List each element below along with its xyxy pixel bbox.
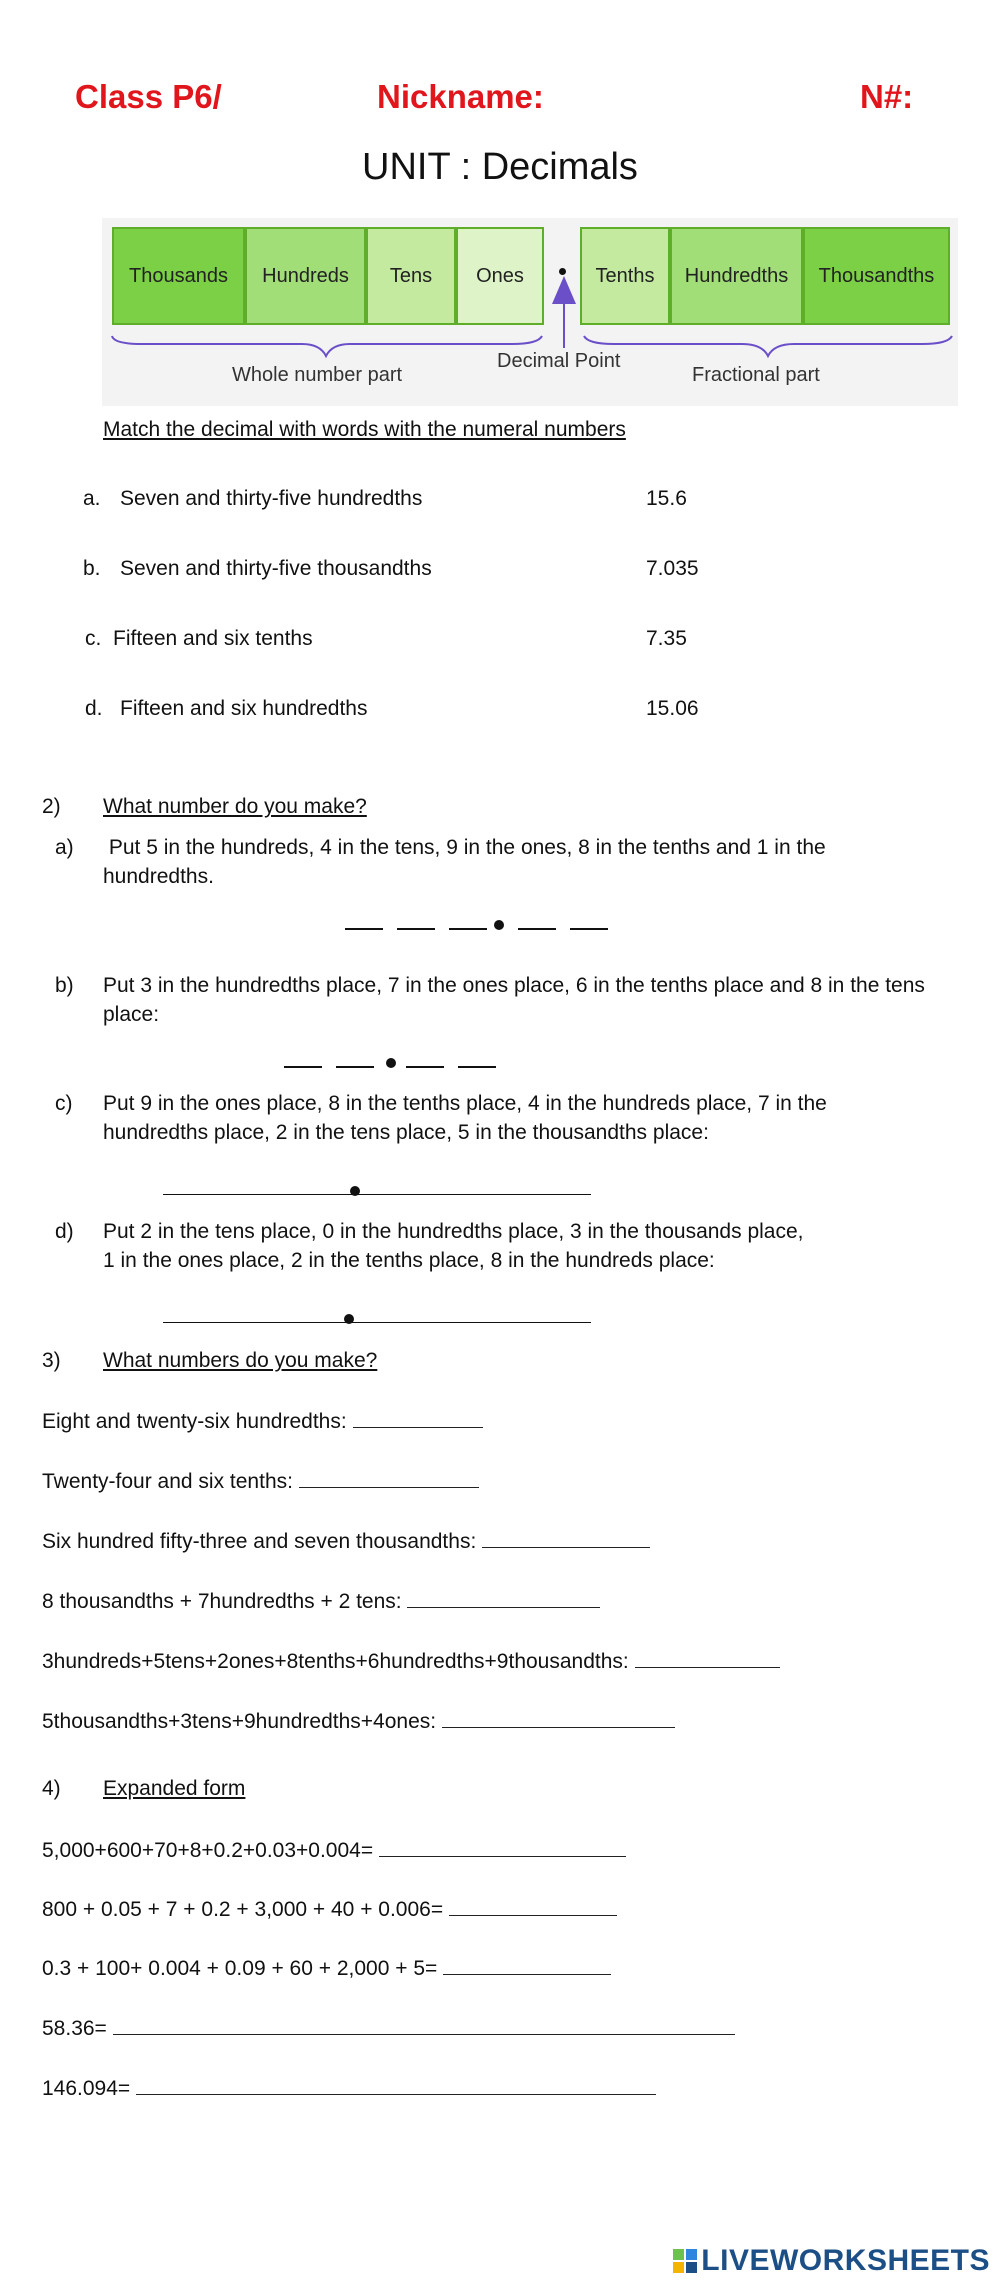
match-item-words: Seven and thirty-five hundredths (120, 487, 423, 510)
answer-blank[interactable] (353, 1405, 483, 1428)
question-row (42, 1525, 650, 1557)
section3-heading: What numbers do you make? (103, 1349, 378, 1372)
question-row (42, 1585, 600, 1617)
question-text: Eight and twenty-six hundredths: (42, 1410, 347, 1433)
question-text: 8 thousandths + 7hundredths + 2 tens: (42, 1590, 402, 1613)
q2-text-line2: 1 in the ones place, 2 in the tenths place, 8 in the hundreds place: (103, 1249, 715, 1272)
section3-number: 3) (42, 1349, 61, 1372)
question-row (42, 1893, 617, 1925)
question-row (42, 1465, 479, 1497)
answer-blank[interactable] (482, 1525, 650, 1548)
match-item-numeral[interactable]: 7.035 (646, 557, 699, 580)
q2-text-line1: Put 5 in the hundreds, 4 in the tens, 9 in the ones, 8 in the tenths and 1 in the (103, 836, 826, 859)
answer-line[interactable] (163, 1194, 591, 1195)
q2-letter: a) (55, 836, 74, 859)
match-item-words: Fifteen and six tenths (113, 627, 313, 650)
digit-blank[interactable] (449, 928, 487, 930)
pv-box-hundredths: Hundredths (670, 227, 803, 325)
question-text: 58.36= (42, 2017, 107, 2040)
pv-box-tenths: Tenths (580, 227, 670, 325)
answer-blank[interactable] (136, 2072, 656, 2095)
answer-blank[interactable] (407, 1585, 600, 1608)
match-item-words: Fifteen and six hundredths (120, 697, 368, 720)
pv-box-tens: Tens (366, 227, 456, 325)
match-item-letter: a. (83, 487, 101, 510)
q2-letter: b) (55, 974, 74, 997)
match-item-letter: c. (85, 627, 102, 650)
section4-number: 4) (42, 1777, 61, 1800)
question-text: 146.094= (42, 2077, 131, 2100)
digit-blank[interactable] (345, 928, 383, 930)
pv-box-ones: Ones (456, 227, 544, 325)
q2-text-line1: Put 2 in the tens place, 0 in the hundredths place, 3 in the thousands place, (103, 1220, 804, 1243)
question-text: 0.3 + 100+ 0.004 + 0.09 + 60 + 2,000 + 5= (42, 1957, 438, 1980)
liveworksheets-icon (673, 2249, 697, 2273)
fractional-caption: Fractional part (692, 364, 820, 386)
class-label: Class P6/ (75, 78, 222, 115)
decimal-point-caption: Decimal Point (497, 350, 621, 372)
answer-blank[interactable] (449, 1893, 617, 1916)
digit-blank[interactable] (458, 1066, 496, 1068)
question-text: 5thousandths+3tens+9hundredths+4ones: (42, 1710, 437, 1733)
section1-instruction: Match the decimal with words with the numeral numbers (103, 418, 626, 441)
answer-line[interactable] (163, 1322, 591, 1323)
match-item-numeral[interactable]: 15.6 (646, 487, 687, 510)
q2-letter: c) (55, 1092, 73, 1115)
answer-blank[interactable] (635, 1645, 780, 1668)
match-item-numeral[interactable]: 7.35 (646, 627, 687, 650)
question-text: 800 + 0.05 + 7 + 0.2 + 3,000 + 40 + 0.006= (42, 1898, 444, 1921)
question-row (42, 1405, 483, 1437)
page-title: UNIT : Decimals (362, 146, 638, 188)
whole-number-caption: Whole number part (232, 364, 403, 386)
decimal-point-dot (386, 1058, 396, 1068)
section2-heading: What number do you make? (103, 795, 367, 818)
question-row (42, 2012, 735, 2044)
answer-blank[interactable] (442, 1705, 675, 1728)
digit-blank[interactable] (518, 928, 556, 930)
digit-blank[interactable] (406, 1066, 444, 1068)
decimal-point-dot (494, 920, 504, 930)
liveworksheets-brand: LIVEWORKSHEETS (701, 2244, 990, 2277)
liveworksheets-logo[interactable] (673, 2244, 990, 2278)
pv-box-hundreds: Hundreds (245, 227, 366, 325)
question-text: 5,000+600+70+8+0.2+0.03+0.004= (42, 1839, 374, 1862)
pv-box-thousands: Thousands (112, 227, 245, 325)
nickname-label: Nickname: (377, 78, 544, 115)
pv-box-thousandths: Thousandths (803, 227, 950, 325)
answer-blank[interactable] (299, 1465, 479, 1488)
number-label: N#: (860, 78, 914, 115)
digit-blank[interactable] (284, 1066, 322, 1068)
section4-heading: Expanded form (103, 1777, 246, 1800)
question-row (42, 1705, 675, 1737)
digit-blank[interactable] (397, 928, 435, 930)
q2-text-line2: hundredths. (103, 865, 214, 888)
question-row (42, 1834, 626, 1866)
decimal-point-dot (344, 1314, 354, 1324)
match-item-letter: b. (83, 557, 101, 580)
question-text: Twenty-four and six tenths: (42, 1470, 293, 1493)
q2-letter: d) (55, 1220, 74, 1243)
q2-text-line1: Put 9 in the ones place, 8 in the tenths place, 4 in the hundreds place, 7 in the (103, 1092, 827, 1115)
question-row (42, 1952, 611, 1984)
question-text: Six hundred fifty-three and seven thousandths: (42, 1530, 477, 1553)
answer-blank[interactable] (113, 2012, 735, 2035)
question-text: 3hundreds+5tens+2ones+8tenths+6hundredths+9thousandths: (42, 1650, 629, 1673)
match-item-words: Seven and thirty-five thousandths (120, 557, 432, 580)
answer-blank[interactable] (443, 1952, 611, 1975)
q2-text-line2: hundredths place, 2 in the tens place, 5 in the thousandths place: (103, 1121, 709, 1144)
digit-blank[interactable] (570, 928, 608, 930)
question-row (42, 1645, 780, 1677)
decimal-point-dot (350, 1186, 360, 1196)
answer-blank[interactable] (379, 1834, 626, 1857)
match-item-numeral[interactable]: 15.06 (646, 697, 699, 720)
question-row (42, 2072, 656, 2104)
section2-number: 2) (42, 795, 61, 818)
q2-text-line2: place: (103, 1003, 160, 1026)
q2-text-line1: Put 3 in the hundredths place, 7 in the ones place, 6 in the tenths place and 8 in the tens (103, 974, 925, 997)
digit-blank[interactable] (336, 1066, 374, 1068)
match-item-letter: d. (85, 697, 103, 720)
